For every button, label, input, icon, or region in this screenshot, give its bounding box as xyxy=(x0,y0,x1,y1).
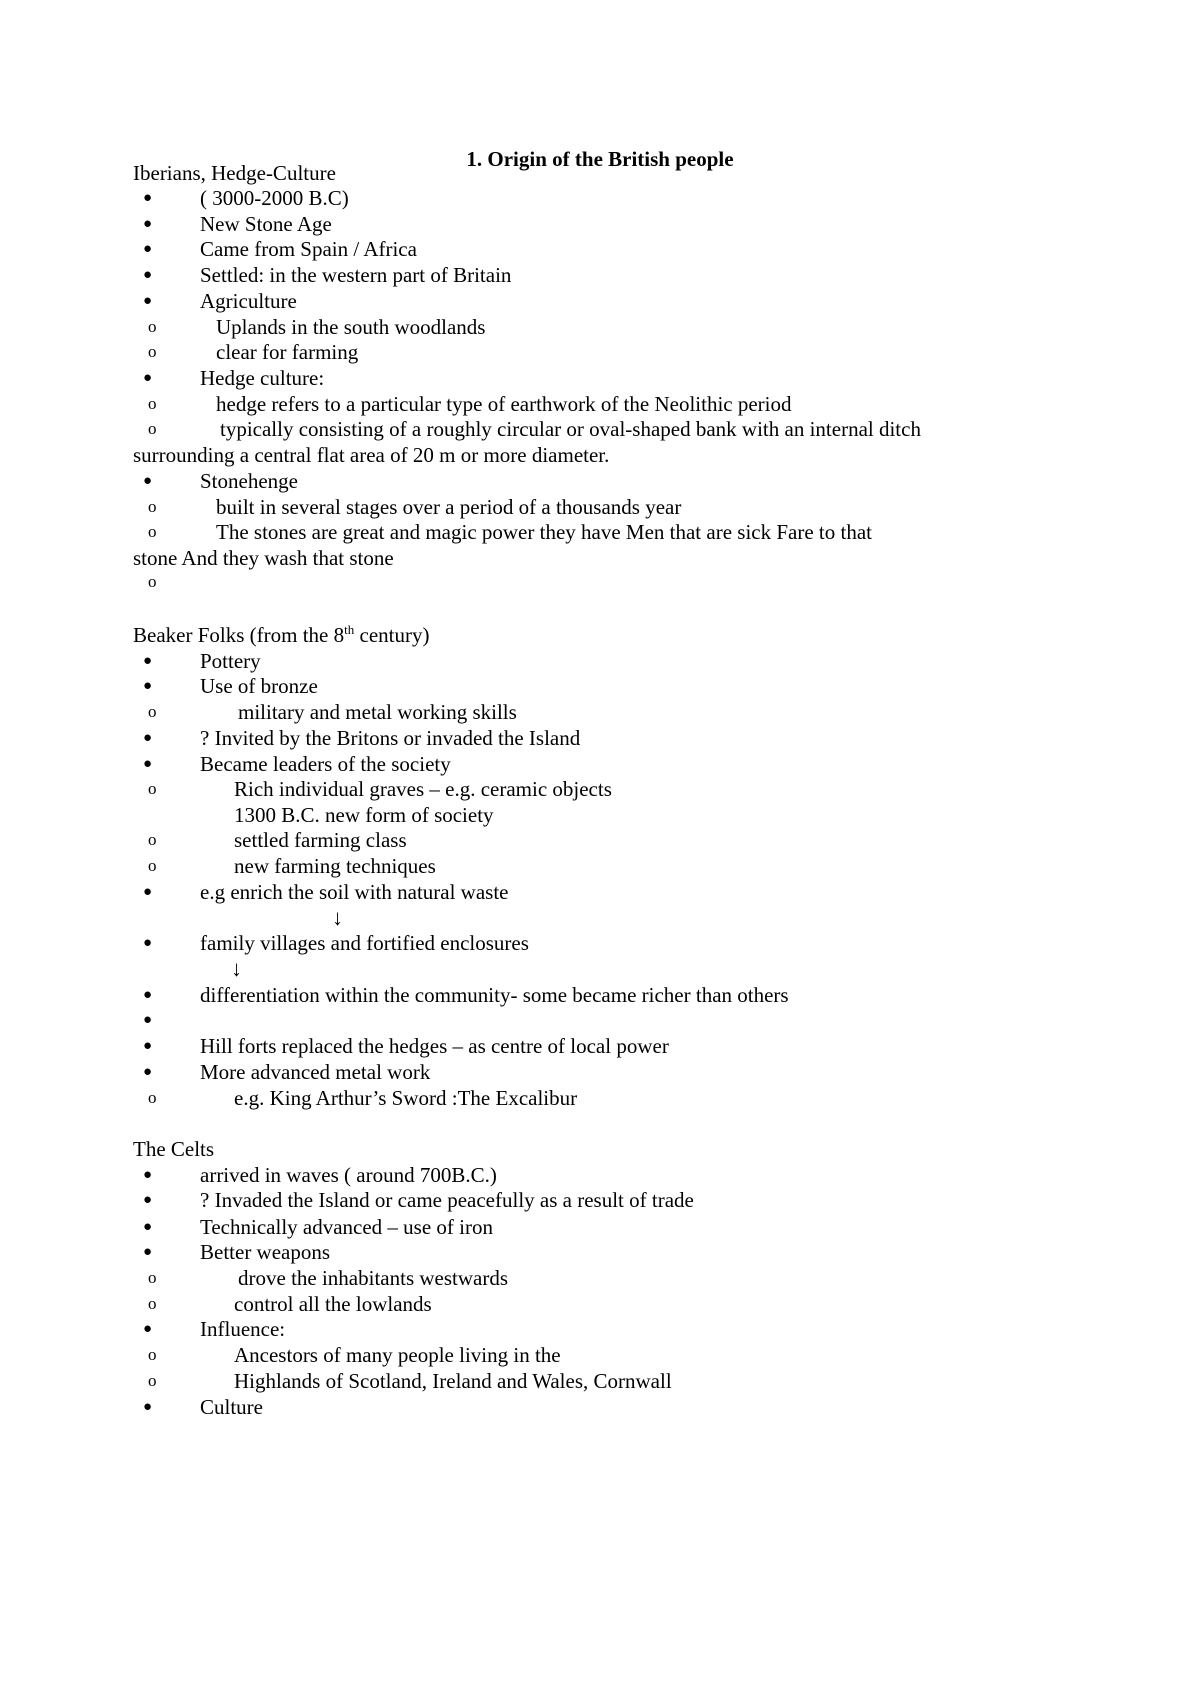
line-text: Stonehenge xyxy=(200,469,298,493)
section-heading xyxy=(0,1135,1200,1163)
down-arrow xyxy=(0,955,1200,983)
list-item xyxy=(0,1393,1200,1421)
line-text: Pottery xyxy=(200,649,261,673)
sub-list-item xyxy=(0,518,1200,546)
line-text: Hedge culture: xyxy=(200,366,325,390)
bullet-marker: ● xyxy=(143,1012,153,1028)
sub-bullet-marker: o xyxy=(148,1088,157,1107)
sub-bullet-marker: o xyxy=(148,779,157,798)
line-text: ( 3000-2000 B.C) xyxy=(200,186,349,210)
line-text: drove the inhabitants westwards xyxy=(238,1266,509,1290)
bullet-marker: ● xyxy=(143,1064,153,1080)
list-item xyxy=(0,1315,1200,1343)
line-text: The Celts xyxy=(133,1137,215,1161)
bullet-marker: ● xyxy=(143,678,153,694)
line-text: The stones are great and magic power they have Men that are sick Fare to that xyxy=(216,520,872,544)
list-item xyxy=(0,287,1200,315)
line-text: Settled: in the western part of Britain xyxy=(200,263,512,287)
bullet-marker: ● xyxy=(143,1038,153,1054)
down-arrow xyxy=(0,904,1200,932)
list-item xyxy=(0,184,1200,212)
bullet-marker: ● xyxy=(143,1244,153,1260)
list-item xyxy=(0,878,1200,906)
line-text: clear for farming xyxy=(216,340,359,364)
bullet-marker: ● xyxy=(143,987,153,1003)
list-item xyxy=(0,467,1200,495)
bullet-marker: ● xyxy=(143,935,153,951)
list-item xyxy=(0,1161,1200,1189)
list-item xyxy=(0,929,1200,957)
sub-bullet-marker: o xyxy=(148,317,157,336)
sub-list-item xyxy=(0,1084,1200,1112)
sub-bullet-marker: o xyxy=(148,830,157,849)
list-item xyxy=(0,1186,1200,1214)
list-item xyxy=(0,235,1200,263)
sub-bullet-marker: o xyxy=(148,419,157,438)
sub-bullet-marker: o xyxy=(148,856,157,875)
bullet-marker: ● xyxy=(143,241,153,257)
list-item xyxy=(0,1058,1200,1086)
section-heading xyxy=(0,159,1200,187)
sub-bullet-marker: o xyxy=(148,1345,157,1364)
line-text: stone And they wash that stone xyxy=(133,546,394,570)
bullet-marker: ● xyxy=(143,730,153,746)
sub-list-item xyxy=(0,390,1200,418)
list-item xyxy=(0,647,1200,675)
line-text: Highlands of Scotland, Ireland and Wales, Cornwall xyxy=(234,1369,672,1393)
line-text: More advanced metal work xyxy=(200,1060,431,1084)
empty-sub-list-item xyxy=(0,568,1200,596)
bullet-marker: ● xyxy=(143,1167,153,1183)
line-text: Influence: xyxy=(200,1317,286,1341)
bullet-marker: ● xyxy=(143,216,153,232)
sub-list-item xyxy=(0,415,1200,443)
section-heading xyxy=(0,621,1200,649)
sub-bullet-marker: o xyxy=(148,572,157,591)
sub-list-item xyxy=(0,826,1200,854)
sub-bullet-marker: o xyxy=(148,702,157,721)
sub-list-item xyxy=(0,313,1200,341)
sub-bullet-marker: o xyxy=(148,522,157,541)
line-text: Became leaders of the society xyxy=(200,752,451,776)
heading-text-part: Beaker Folks (from the 8 xyxy=(133,623,345,647)
line-text: family villages and fortified enclosures xyxy=(200,931,529,955)
sub-list-item xyxy=(0,1290,1200,1318)
line-text: e.g. King Arthur’s Sword :The Excalibur xyxy=(234,1086,578,1110)
list-item-continuation xyxy=(0,801,1200,829)
line-text: new farming techniques xyxy=(234,854,436,878)
bullet-marker: ● xyxy=(143,1192,153,1208)
sub-list-item xyxy=(0,338,1200,366)
down-arrow-icon: ↓ xyxy=(231,956,242,981)
line-text: Iberians, Hedge-Culture xyxy=(133,161,336,185)
bullet-marker: ● xyxy=(143,473,153,489)
sub-bullet-marker: o xyxy=(148,342,157,361)
line-text: differentiation within the community- some became richer than others xyxy=(200,983,789,1007)
document-title: 1. Origin of the British people xyxy=(466,147,734,171)
line-text: Better weapons xyxy=(200,1240,331,1264)
sub-bullet-marker: o xyxy=(148,394,157,413)
list-item xyxy=(0,750,1200,778)
line-text: ? Invaded the Island or came peacefully as a result of trade xyxy=(200,1188,694,1212)
bullet-marker: ● xyxy=(143,370,153,386)
line-text: military and metal working skills xyxy=(238,700,517,724)
down-arrow-icon: ↓ xyxy=(332,905,343,930)
sub-list-item xyxy=(0,698,1200,726)
list-item-continuation xyxy=(0,441,1200,469)
line-text: settled farming class xyxy=(234,828,407,852)
sub-list-item xyxy=(0,493,1200,521)
list-item xyxy=(0,1213,1200,1241)
line-text: New Stone Age xyxy=(200,212,332,236)
sub-list-item xyxy=(0,852,1200,880)
list-item xyxy=(0,1238,1200,1266)
list-item xyxy=(0,672,1200,700)
list-item xyxy=(0,261,1200,289)
line-text: Use of bronze xyxy=(200,674,318,698)
list-item xyxy=(0,364,1200,392)
list-item xyxy=(0,724,1200,752)
line-text: Ancestors of many people living in the xyxy=(234,1343,561,1367)
sub-bullet-marker: o xyxy=(148,1294,157,1313)
bullet-marker: ● xyxy=(143,293,153,309)
list-item xyxy=(0,1032,1200,1060)
line-text: Technically advanced – use of iron xyxy=(200,1215,493,1239)
line-text: typically consisting of a roughly circular or oval-shaped bank with an internal ditch xyxy=(220,417,921,441)
sub-bullet-marker: o xyxy=(148,1268,157,1287)
empty-list-item xyxy=(0,1006,1200,1034)
sub-list-item xyxy=(0,775,1200,803)
sub-list-item xyxy=(0,1341,1200,1369)
sub-bullet-marker: o xyxy=(148,497,157,516)
line-text: Agriculture xyxy=(200,289,297,313)
bullet-marker: ● xyxy=(143,1321,153,1337)
sub-list-item xyxy=(0,1367,1200,1395)
bullet-marker: ● xyxy=(143,1399,153,1415)
line-text: ? Invited by the Britons or invaded the Island xyxy=(200,726,581,750)
bullet-marker: ● xyxy=(143,884,153,900)
sub-list-item xyxy=(0,1264,1200,1292)
heading-text-part: century) xyxy=(354,623,430,647)
line-text: control all the lowlands xyxy=(234,1292,432,1316)
sub-bullet-marker: o xyxy=(148,1371,157,1390)
line-text: Culture xyxy=(200,1395,263,1419)
line-text: Rich individual graves – e.g. ceramic objects xyxy=(234,777,612,801)
line-text: built in several stages over a period of a thousands year xyxy=(216,495,682,519)
line-text: Uplands in the south woodlands xyxy=(216,315,486,339)
bullet-marker: ● xyxy=(143,190,153,206)
bullet-marker: ● xyxy=(143,1219,153,1235)
line-text: surrounding a central flat area of 20 m or more diameter. xyxy=(133,443,610,467)
list-item xyxy=(0,981,1200,1009)
ordinal-superscript: th xyxy=(344,622,355,637)
section-heading-text xyxy=(133,621,429,649)
line-text: Came from Spain / Africa xyxy=(200,237,417,261)
line-text: arrived in waves ( around 700B.C.) xyxy=(200,1163,497,1187)
line-text: 1300 B.C. new form of society xyxy=(234,803,494,827)
bullet-marker: ● xyxy=(143,653,153,669)
line-text: e.g enrich the soil with natural waste xyxy=(200,880,509,904)
list-item xyxy=(0,210,1200,238)
line-text: hedge refers to a particular type of earthwork of the Neolithic period xyxy=(216,392,792,416)
line-text: Hill forts replaced the hedges – as centre of local power xyxy=(200,1034,669,1058)
bullet-marker: ● xyxy=(143,756,153,772)
bullet-marker: ● xyxy=(143,267,153,283)
